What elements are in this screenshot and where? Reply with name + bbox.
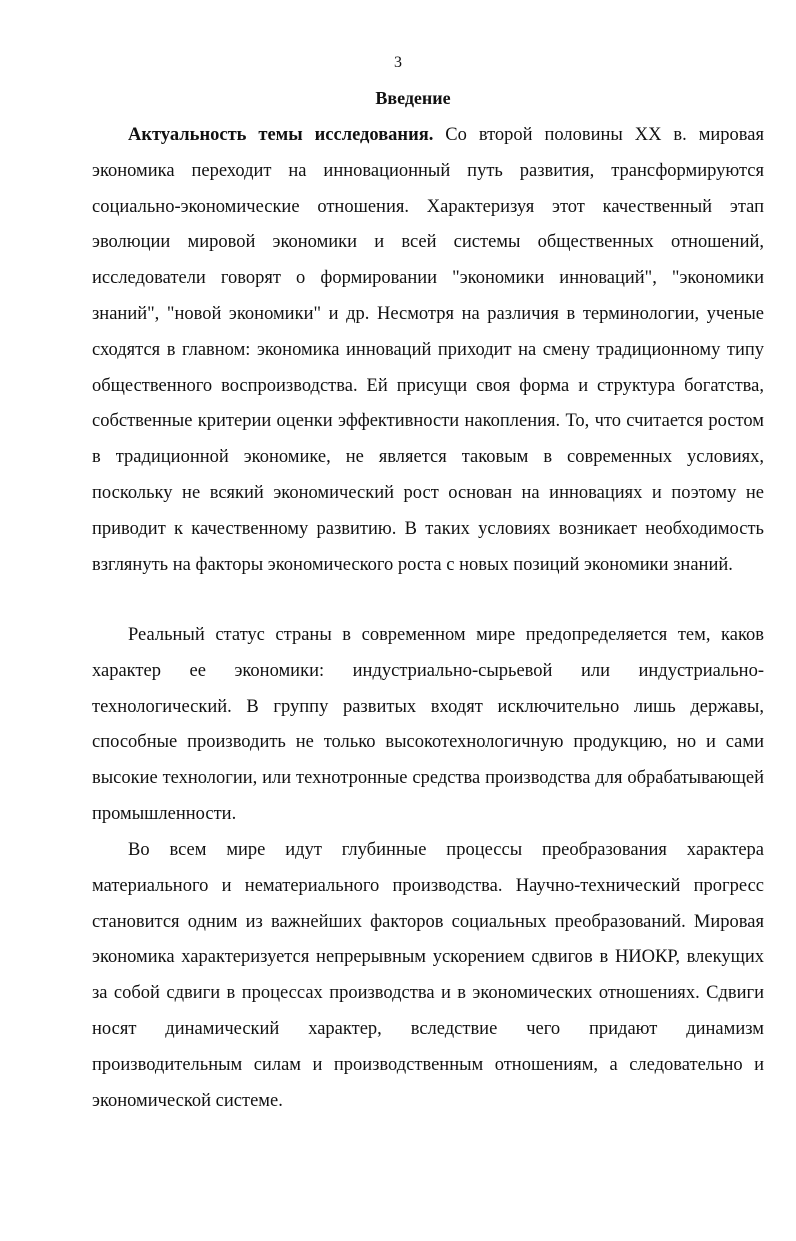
- paragraph-lead: Актуальность темы исследования.: [128, 125, 434, 145]
- section-heading: Введение: [375, 88, 451, 108]
- paragraph-relevance: [92, 118, 764, 583]
- paragraph-global-processes: Во всем мире идут глубинные процессы преобразования характера материального и нематериального производства. Научно-технический прогресс становится одним из важнейших факторов социальных преобразований. Мировая экономика характеризуется непрерывным ускорением сдвигов в НИОКР, влекущих за собой сдвиги в процессах производства и в экономических отношениях. Сдвиги носят динамический характер, вследствие чего придают динамизм производительным силам и производственным отношениям, а следовательно и экономической системе.: [92, 840, 764, 1111]
- paragraph-text: Со второй половины XX в. мировая экономика переходит на инновационный путь развития, трансформируются социально-экономические отношения. Характеризуя этот качественный этап эволюции мировой экономики и всей системы общественных отношений, исследователи говорят о формировании "экономики инноваций", "экономики знаний", "новой экономики" и др. Несмотря на различия в терминологии, ученые сходятся в главном: экономика инноваций приходит на смену традиционному типу общественного воспроизводства. Ей присущи своя форма и структура богатства, собственные критерии оценки эффективности накопления. То, что считается ростом в традиционной экономике, не является таковым в современных условиях, поскольку не всякий экономический рост основан на инновациях и поэтому не приводит к качественному развитию. В таких условиях возникает необходимость взглянуть на факторы экономического роста с новых позиций экономики знаний.: [92, 125, 765, 575]
- page-number: 3: [394, 54, 402, 71]
- paragraph-country-status: Реальный статус страны в современном мире предопределяется тем, каков характер ее экономики: индустриально-сырьевой или индустриально-технологический. В группу развитых входят исключительно лишь державы, способные производить не только высокотехнологичную продукцию, но и сами высокие технологии, или технотронные средства производства для обрабатывающей промышленности.: [92, 625, 764, 824]
